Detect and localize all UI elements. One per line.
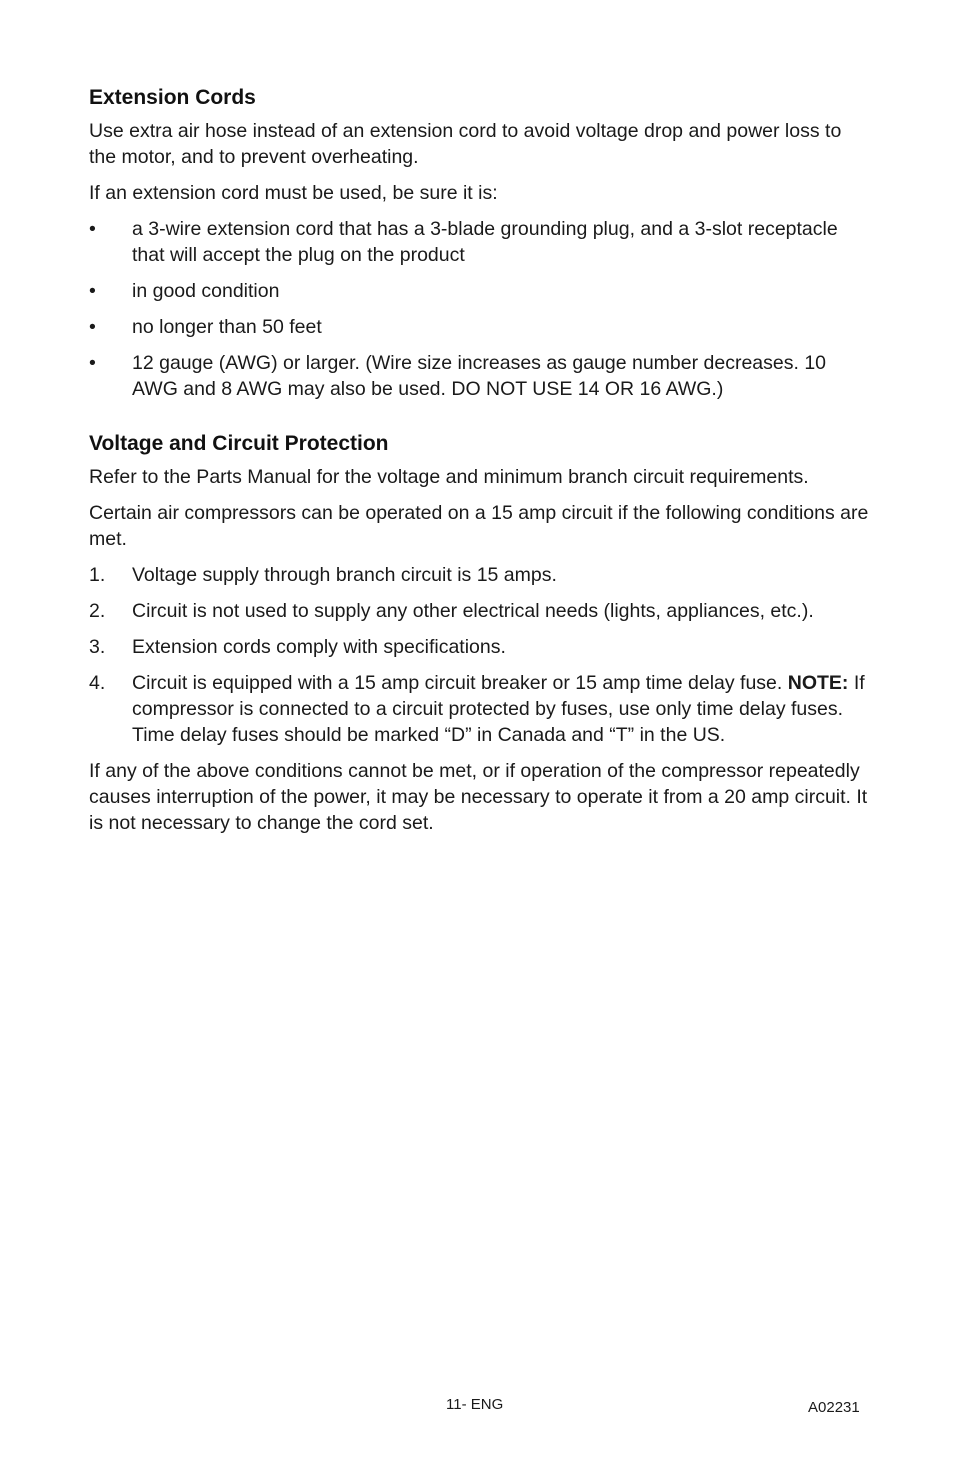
note-label: NOTE: [787,672,849,694]
extension-cord-requirements-list [89,216,869,402]
extension-cords-section [89,84,869,402]
list-item [89,634,869,660]
voltage-protection-heading: Voltage and Circuit Protection [89,432,389,455]
list-item-text: a 3-wire extension cord that has a 3-blade grounding plug, and a 3-slot receptacle that will accept the plug on the product [132,218,838,266]
bullet-marker: • [89,352,96,374]
list-item-text: 12 gauge (AWG) or larger. (Wire size increases as gauge number decreases. 10 AWG and 8 AWG may also be used. DO NOT USE 14 OR 16 AWG.) [132,352,827,400]
list-number: 3. [89,636,106,658]
list-item-text: in good condition [132,280,280,302]
list-item-text: Voltage supply through branch circuit is 15 amps. [132,564,557,586]
list-item [89,216,869,268]
circuit-conditions-list [89,562,869,748]
document-page [89,84,869,846]
list-item [89,278,869,304]
list-item [89,598,869,624]
list-number: 2. [89,600,106,622]
list-item [89,350,869,402]
bullet-marker: • [89,218,96,240]
voltage-protection-closing: If any of the above conditions cannot be met, or if operation of the compressor repeatedly causes interruption of the power, it may be necessary to operate it from a 20 amp circuit. It is not necessary to change the cord set. [89,760,868,834]
page-number: 11- ENG [446,1396,504,1413]
voltage-protection-para2: Certain air compressors can be operated on a 15 amp circuit if the following conditions are met. [89,502,869,550]
list-item-text: Extension cords comply with specifications. [132,636,506,658]
note-text: If compressor is connected to a circuit protected by fuses, use only time delay fuses. Time delay fuses should be marked “D” in Canada and “T” in the US. [132,672,865,746]
list-item-text-main: Circuit is equipped with a 15 amp circuit breaker or 15 amp time delay fuse. [132,672,788,694]
list-item [89,562,869,588]
list-item-text [132,670,869,748]
extension-cords-intro: Use extra air hose instead of an extension cord to avoid voltage drop and power loss to the motor, and to prevent overheating. [89,120,842,168]
voltage-protection-section [89,430,869,836]
extension-cords-lead: If an extension cord must be used, be sure it is: [89,182,498,204]
list-item [89,314,869,340]
list-number: 4. [89,672,106,694]
bullet-marker: • [89,316,96,338]
list-item [89,670,869,748]
extension-cords-heading: Extension Cords [89,86,256,109]
bullet-marker: • [89,280,96,302]
list-item-text: Circuit is not used to supply any other electrical needs (lights, appliances, etc.). [132,600,814,622]
list-number: 1. [89,564,106,586]
voltage-protection-para1: Refer to the Parts Manual for the voltage and minimum branch circuit requirements. [89,466,809,488]
list-item-text: no longer than 50 feet [132,316,322,338]
document-code: A02231 [808,1399,860,1416]
